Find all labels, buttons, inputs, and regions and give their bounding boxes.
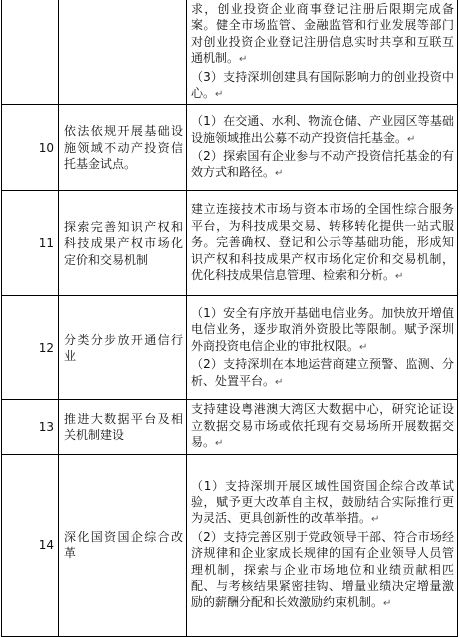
row-item-name xyxy=(59,0,187,105)
measure-paragraph: （3）支持深圳创建具有国际影响力的创业投资中心。↵ xyxy=(191,69,454,101)
paragraph-mark-icon: ↵ xyxy=(239,54,248,66)
table-row xyxy=(2,105,458,191)
row-number: 11 xyxy=(2,191,59,296)
row-number: 13 xyxy=(2,400,59,454)
paragraph-mark-icon: ↵ xyxy=(215,89,224,101)
row-measures xyxy=(187,400,458,454)
paragraph-mark-icon: ↵ xyxy=(275,168,284,180)
row-number: 14 xyxy=(2,454,59,636)
row-measures xyxy=(187,454,458,636)
row-number xyxy=(2,0,59,105)
table-row xyxy=(2,296,458,400)
paragraph-mark-icon: ↵ xyxy=(407,133,416,145)
table-row xyxy=(2,0,458,105)
measure-paragraph: （1）支持深圳开展区域性国资国企综合改革试验，赋予更大改革自主权，鼓励结合实际推行更为灵活、更具创新性的改革举措。↵ xyxy=(191,478,454,526)
row-item-name: 依法依规开展基础设施领域不动产投资信托基金试点。 xyxy=(59,105,187,191)
row-item-name: 推进大数据平台及相关机制建设 xyxy=(59,400,187,454)
measure-paragraph: （1）在交通、水利、物流仓储、产业园区等基础设施领域推出公募不动产投资信托基金。↵ xyxy=(191,114,454,145)
paragraph-mark-icon: ↵ xyxy=(371,514,380,526)
table-row xyxy=(2,454,458,636)
measure-paragraph: 支持建设粤港澳大湾区大数据中心，研究论证设立数据交易市场或依托现有交易场所开展数据交易。↵ xyxy=(191,402,454,450)
table-row xyxy=(2,400,458,454)
row-item-name: 深化国资国企综合改革 xyxy=(59,454,187,636)
measure-paragraph: 建立连接技术市场与资本市场的全国性综合服务平台，为科技成果交易、转移转化提供一站式服务。完善确权、登记和公示等基础功能，形成知识产权和科技成果产权市场化定价和交易机制，优化科技成果信息管理、检索和分析。↵ xyxy=(191,202,454,283)
row-item-name: 分类分步放开通信行业 xyxy=(59,296,187,400)
paragraph-mark-icon: ↵ xyxy=(383,598,392,610)
measure-paragraph: （2）支持完善区别于党政领导干部、符合市场经济规律和企业家成长规律的国有企业领导人员管理机制，探索与企业市场地位和业绩贡献相匹配、与考核结果紧密挂钩、增量业绩决定增量激励的薪酬分配和长效激励约束机制。↵ xyxy=(191,529,454,610)
paragraph-mark-icon: ↵ xyxy=(215,438,224,450)
row-measures xyxy=(187,296,458,400)
row-measures xyxy=(187,0,458,105)
row-number: 12 xyxy=(2,296,59,400)
row-measures xyxy=(187,105,458,191)
measure-paragraph: （2）支持深圳在本地运营商建立预警、监测、分析、处置平台。↵ xyxy=(191,357,454,388)
paragraph-mark-icon: ↵ xyxy=(359,341,368,353)
table-row xyxy=(2,191,458,296)
measure-paragraph: （2）探索国有企业参与不动产投资信托基金的有效方式和路径。↵ xyxy=(191,148,454,180)
paragraph-mark-icon: ↵ xyxy=(395,271,404,283)
policy-table xyxy=(1,0,458,637)
measure-paragraph: 求，创业投资企业商事登记注册后限期完成备案。健全市场监管、金融监管和行业发展等部门对创业投资企业登记注册信息实时共享和互联互通机制。↵ xyxy=(191,2,454,66)
paragraph-mark-icon: ↵ xyxy=(275,376,284,388)
row-item-name: 探索完善知识产权和科技成果产权市场化定价和交易机制 xyxy=(59,191,187,296)
measure-paragraph: （1）安全有序放开基础电信业务。加快放开增值电信业务，逐步取消外资股比等限制。赋予深圳外商投资电信企业的审批权限。↵ xyxy=(191,305,454,353)
row-measures xyxy=(187,191,458,296)
row-number: 10 xyxy=(2,105,59,191)
